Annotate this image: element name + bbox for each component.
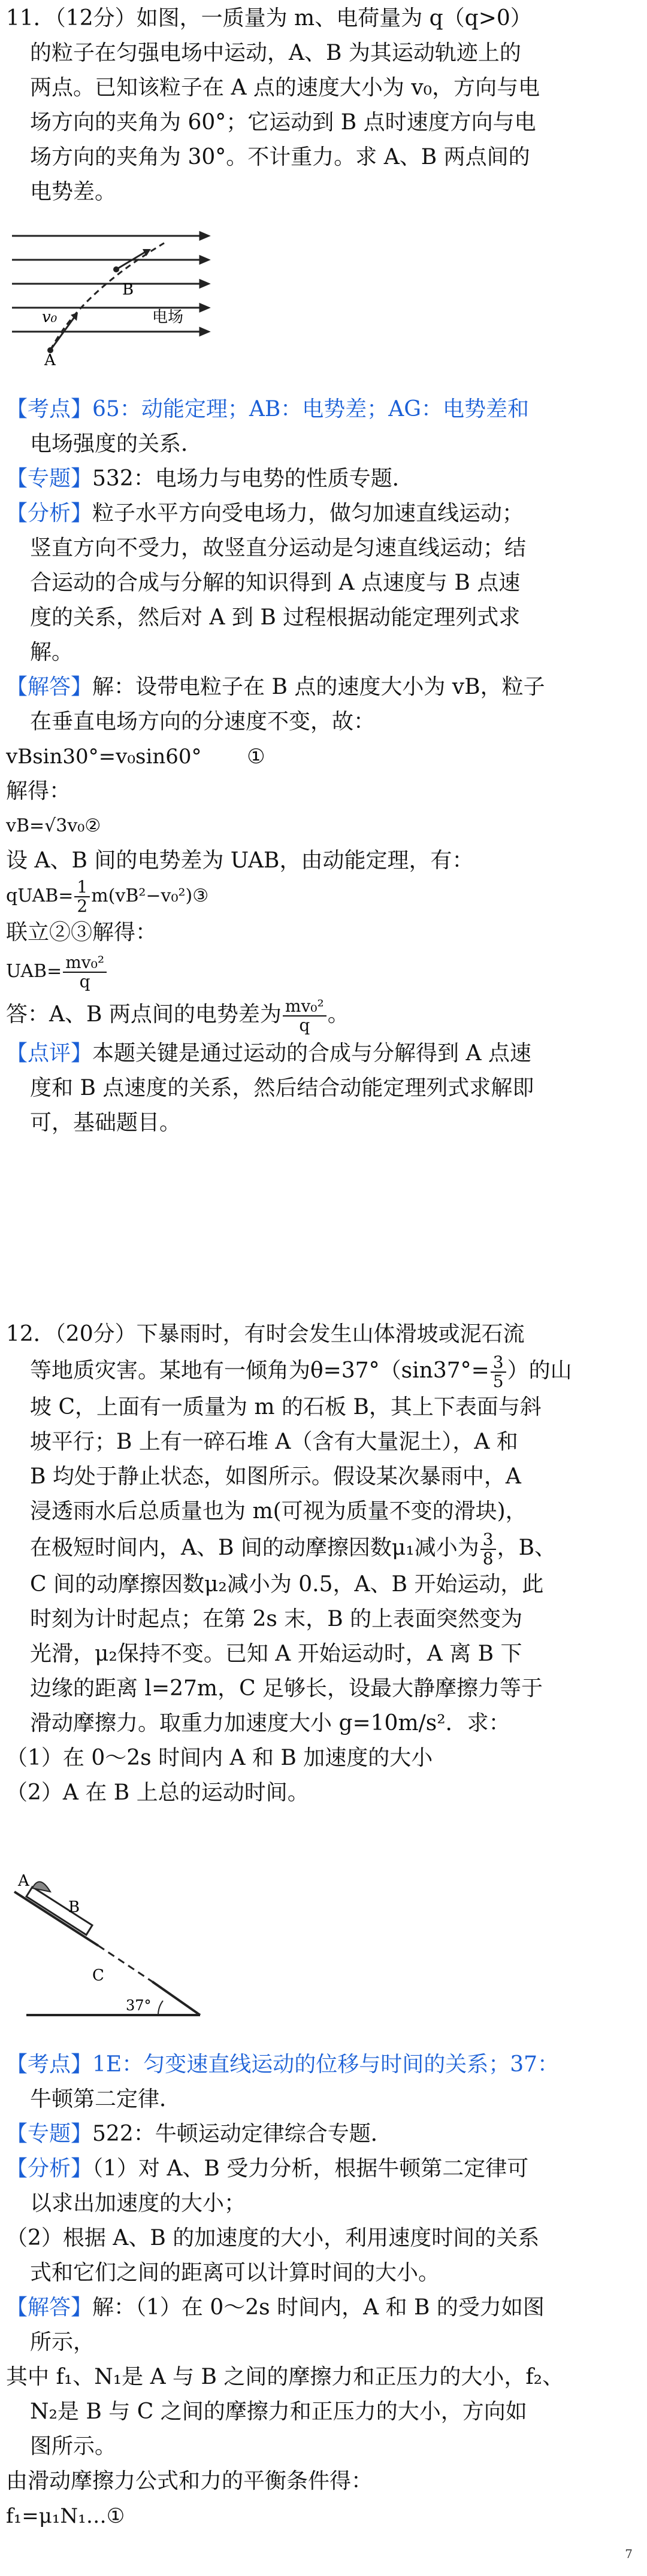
section-text: 解：设带电粒子在 B 点的速度大小为 vB，粒子 <box>92 675 545 699</box>
section-tag: 【分析】 <box>6 501 93 526</box>
q12-line-end: ，B、 <box>497 1536 557 1560</box>
q12-jieda-line: N₂是 B 与 C 之间的摩擦力和正压力的大小，方向如 <box>30 2399 527 2424</box>
q12-jieda-line: 所示， <box>30 2330 95 2354</box>
q11-jieda-line: 在垂直电场方向的分速度不变，故： <box>30 709 376 734</box>
q11-fenxi-line: 合运动的合成与分解的知识得到 A 点速度与 B 点速 <box>30 571 521 595</box>
section-tag: 【解答】 <box>6 675 93 699</box>
q12-line: 光滑，μ₂保持不变。已知 A 开始运动时，A 离 B 下 <box>30 1642 522 1666</box>
q12-fenxi-line: （2）根据 A、B 的加速度的大小，利用速度时间的关系 <box>6 2226 540 2250</box>
fraction-denominator: 2 <box>77 896 88 916</box>
q12-equation-1: f₁=μ₁N₁…① <box>6 2504 125 2528</box>
incline-figure <box>8 1874 206 2029</box>
fraction-numerator: 3 <box>491 1354 506 1373</box>
equation-2: vB=√3v₀ <box>6 815 85 836</box>
q12-jieda-line: 图所示。 <box>30 2434 117 2459</box>
q11-fenxi-line: 竖直方向不受力，故竖直分运动是匀速直线运动；结 <box>30 536 527 560</box>
section-text: 522：牛顿运动定律综合专题． <box>92 2122 392 2146</box>
fraction-numerator: 3 <box>480 1531 496 1550</box>
equation-3-mark: ③ <box>192 885 209 906</box>
q12-zhuanti <box>6 2117 641 2152</box>
q11-fenxi-line: 解。 <box>30 640 74 665</box>
q12-line: 边缘的距离 l=27m，C 足够长，设最大静摩擦力等于 <box>30 1676 543 1701</box>
q12-fenxi-line: 以求出加速度的大小； <box>30 2191 246 2216</box>
uab-fraction <box>63 954 107 991</box>
fraction-denominator: 5 <box>492 1372 504 1391</box>
q12-line: 滑动摩擦力。取重力加速度大小 g=10m/s²．求： <box>30 1711 510 1735</box>
q11-fenxi <box>6 496 641 531</box>
fraction-numerator: mv₀² <box>63 954 107 973</box>
electric-field-figure <box>8 227 212 365</box>
section-tag: 【分析】 <box>6 2156 93 2181</box>
uab-setup: 设 A、B 间的电势差为 UAB，由动能定理，有： <box>6 848 474 873</box>
block-b-label: B <box>68 1898 80 1916</box>
q11-line: 场方向的夹角为 30°。不计重力。求 A、B 两点间的 <box>30 145 530 169</box>
question-12 <box>6 1317 641 1810</box>
q12-line: B 均处于静止状态，如图所示。假设某次暴雨中，A <box>30 1464 521 1489</box>
block-a-label: A <box>18 1874 29 1890</box>
sin-fraction <box>491 1354 506 1391</box>
answer-text: 答：A、B 两点间的电势差为 <box>6 1002 282 1027</box>
section-text: 本题关键是通过运动的合成与分解得到 A 点速 <box>92 1041 531 1066</box>
q11-line: 11．（12分）如图，一质量为 m、电荷量为 q（q>0） <box>6 6 532 31</box>
q12-line: 在极短时间内，A、B 间的动摩擦因数μ₁减小为 <box>30 1536 479 1560</box>
q11-kaodian-cont: 电场强度的关系． <box>30 432 203 456</box>
slope-c-label: C <box>92 1967 104 1985</box>
section-text: 粒子水平方向受电场力，做匀加速直线运动； <box>92 501 524 526</box>
half-fraction <box>74 878 90 915</box>
answer-fraction <box>283 997 326 1034</box>
question-11 <box>6 1 641 210</box>
equation-2-mark: ② <box>84 815 101 836</box>
q11-zhuanti <box>6 462 641 496</box>
section-text: 532：电场力与电势的性质专题． <box>92 466 414 491</box>
field-label: 电场 <box>152 308 184 326</box>
point-b-label: B <box>122 281 134 299</box>
section-tag: 【专题】 <box>6 2122 93 2146</box>
mu-fraction <box>480 1531 496 1568</box>
equation-3-right: m(vB²−v₀²) <box>91 885 193 906</box>
q11-line: 电势差。 <box>30 180 117 204</box>
q12-line: 12．（20分）下暴雨时，有时会发生山体滑坡或泥石流 <box>6 1322 525 1346</box>
fraction-numerator: 1 <box>74 878 90 897</box>
section-tag: 【专题】 <box>6 466 93 491</box>
section-text: 65：动能定理；AB：电势差；AG：电势差和 <box>92 397 530 421</box>
q12-part2: （2）A 在 B 上总的运动时间。 <box>6 1780 309 1805</box>
q12-jieda-line: 由滑动摩擦力公式和力的平衡条件得： <box>6 2469 373 2493</box>
fraction-denominator: q <box>299 1015 310 1035</box>
q11-fenxi-line: 度的关系，然后对 A 到 B 过程根据动能定理列式求 <box>30 605 521 630</box>
jiede-label: 解得： <box>6 779 71 803</box>
q12-jieda <box>6 2290 641 2325</box>
section-tag: 【考点】 <box>6 2052 93 2077</box>
fraction-denominator: q <box>79 972 90 991</box>
answer-end: 。 <box>327 1002 349 1027</box>
q12-fenxi <box>6 2152 641 2186</box>
q11-dianping <box>6 1036 641 1071</box>
q12-line-end: ）的山 <box>507 1358 572 1383</box>
equation-1-mark: ① <box>247 745 265 769</box>
q12-line: 时刻为计时起点；在第 2s 末，B 的上表面突然变为 <box>30 1607 523 1631</box>
q12-line: C 间的动摩擦因数μ₂减小为 0.5，A、B 开始运动，此 <box>30 1572 544 1597</box>
kaodian-tag <box>6 397 529 421</box>
q12-jieda-line: 其中 f₁、N₁是 A 与 B 之间的摩擦力和正压力的大小，f₂、 <box>6 2365 564 2389</box>
q12-line: 等地质灾害。某地有一倾角为θ=37°（sin37°= <box>30 1358 489 1383</box>
q12-line: 浸透雨水后总质量也为 m(可视为质量不变的滑块)， <box>30 1499 527 1524</box>
kaodian-tag <box>6 2052 559 2077</box>
equation-1: vBsin30°=v₀sin60° <box>6 745 202 769</box>
q12-fenxi-line: 式和它们之间的距离可以计算时间的大小。 <box>30 2261 440 2285</box>
equation-4-left: UAB= <box>6 961 62 982</box>
q12-line: 坡 C，上面有一质量为 m 的石板 B，其上下表面与斜 <box>30 1395 542 1419</box>
section-text: 1E：匀变速直线运动的位移与时间的关系；37： <box>92 2052 560 2077</box>
v0-label: v₀ <box>42 308 58 326</box>
section-tag: 【解答】 <box>6 2295 93 2320</box>
q11-dianping-line: 可，基础题目。 <box>30 1110 182 1135</box>
q12-part1: （1）在 0～2s 时间内 A 和 B 加速度的大小 <box>6 1746 433 1770</box>
angle-label: 37° <box>126 1997 152 2014</box>
q12-line: 坡平行；B 上有一碎石堆 A（含有大量泥土），A 和 <box>30 1430 518 1454</box>
section-tag: 【点评】 <box>6 1041 93 1066</box>
section-tag: 【考点】 <box>6 397 93 421</box>
section-text: （1）对 A、B 受力分析，根据牛顿第二定律可 <box>92 2156 529 2181</box>
q11-dianping-line: 度和 B 点速度的关系，然后结合动能定理列式求解即 <box>30 1076 534 1100</box>
equation-3-left: qUAB= <box>6 885 74 906</box>
section-text: 解：（1）在 0～2s 时间内，A 和 B 的受力如图 <box>92 2295 545 2320</box>
point-a-label: A <box>44 351 56 365</box>
lianli-label: 联立②③解得： <box>6 920 158 945</box>
q11-solution <box>6 392 641 1140</box>
page-number: 7 <box>625 2547 633 2561</box>
fraction-numerator: mv₀² <box>283 997 326 1017</box>
q11-line: 两点。已知该粒子在 A 点的速度大小为 v₀，方向与电 <box>30 75 540 100</box>
q11-line: 场方向的夹角为 60°；它运动到 B 点时速度方向与电 <box>30 110 536 135</box>
q11-jieda <box>6 670 641 705</box>
q11-line: 的粒子在匀强电场中运动，A、B 为其运动轨迹上的 <box>30 41 521 65</box>
fraction-denominator: 8 <box>482 1549 494 1568</box>
q12-kaodian-cont: 牛顿第二定律． <box>30 2087 182 2111</box>
q12-solution <box>6 2047 641 2533</box>
